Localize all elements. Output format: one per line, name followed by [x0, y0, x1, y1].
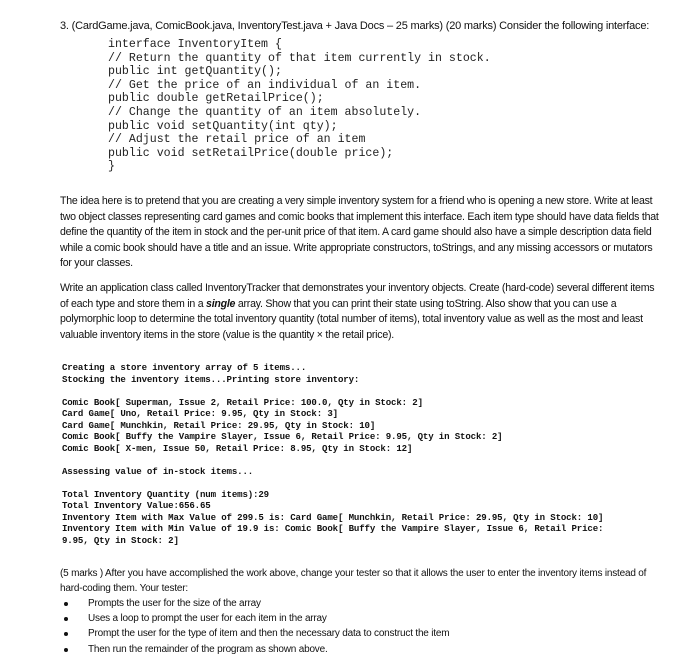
console-line: [62, 477, 603, 489]
code-line: // Change the quantity of an item absolutely.: [108, 105, 422, 119]
console-line: Assessing value of in-stock items...: [62, 465, 254, 477]
tester-requirements-list: [60, 596, 449, 657]
paragraph-object-classes: The idea here is to pretend that you are creating a very simple inventory system for a friend who is opening a new store. Write at least two object classes representing card games and comic books that implement this interface. Each item type should have data fields that define the quantity of the item in stock and the per-unit price of that item. A card game should also have a simple description data field while a comic book should have a title and an issue. Write appropriate constructors, toStrings, and any missing accessors or mutators for your classes.: [60, 195, 659, 270]
console-line: Stocking the inventory items...Printing store inventory:: [62, 373, 360, 385]
code-line: public void setQuantity(int qty);: [108, 119, 338, 133]
console-line: [62, 385, 603, 397]
code-line: public void setRetailPrice(double price);: [108, 146, 394, 160]
console-line: Comic Book[ Buffy the Vampire Slayer, Issue 6, Retail Price: 9.95, Qty in Stock: 2]: [62, 431, 503, 442]
console-line: Comic Book[ Superman, Issue 2, Retail Price: 100.0, Qty in Stock: 2]: [62, 396, 423, 408]
code-line: // Get the price of an individual of an item.: [108, 78, 422, 92]
code-line: public double getRetailPrice();: [108, 92, 324, 106]
code-line: }: [108, 160, 115, 174]
code-line: // Return the quantity of that item currently in stock.: [108, 51, 491, 65]
console-line: Comic Book[ X-men, Issue 50, Retail Price: 8.95, Qty in Stock: 12]: [62, 442, 413, 454]
paragraph-application-class: [60, 281, 660, 343]
list-item: Prompts the user for the size of the array: [60, 596, 449, 611]
question-title: 3. (CardGame.java, ComicBook.java, InventoryTest.java + Java Docs – 25 marks) (20 marks) Consider the following interface:: [60, 20, 650, 32]
sample-console-output: [62, 362, 603, 546]
console-line: Total Inventory Value:656.65: [62, 500, 211, 511]
console-line: 9.95, Qty in Stock: 2]: [62, 534, 179, 546]
console-line: Card Game[ Munchkin, Retail Price: 29.95, Qty in Stock: 10]: [62, 419, 376, 431]
interface-code-block: [108, 38, 491, 174]
console-line: Inventory Item with Max Value of 299.5 is: Card Game[ Munchkin, Retail Price: 29.95, Qty in Stock: 10]: [62, 511, 604, 523]
code-line: // Adjust the retail price of an item: [108, 133, 366, 147]
list-item: Prompt the user for the type of item and then the necessary data to construct the item: [60, 626, 449, 641]
console-line: Creating a store inventory array of 5 items...: [62, 362, 307, 373]
p2-text-after: array. Show that you can print their state using toString. Also show that you can use a polymorphic loop to determine the total inventory quantity (total number of items), total inventory value as well as the most and least valuable inventory items in the store (value is the quantity × the retail price).: [60, 297, 643, 341]
code-line: public int getQuantity();: [108, 65, 282, 79]
console-line: [62, 454, 603, 466]
code-line: interface InventoryItem {: [108, 38, 282, 51]
console-line: Card Game[ Uno, Retail Price: 9.95, Qty in Stock: 3]: [62, 408, 338, 419]
list-item: Uses a loop to prompt the user for each item in the array: [60, 611, 449, 626]
list-item: Then run the remainder of the program as shown above.: [60, 642, 449, 657]
extra-marks-intro: (5 marks ) After you have accomplished the work above, change your tester so that it allows the user to enter the inventory items instead of hard-coding them. Your tester:: [60, 568, 647, 595]
console-line: Inventory Item with Min Value of 19.9 is: Comic Book[ Buffy the Vampire Slayer, Issue 6, Retail Price:: [62, 523, 604, 534]
p2-text-before: Write an application class called InventoryTracker that demonstrates your inventory objects. Create (hard-code) several different items of each type and store them in a: [60, 282, 655, 310]
p2-emphasis: single: [206, 297, 236, 310]
console-line: Total Inventory Quantity (num items):29: [62, 488, 269, 500]
